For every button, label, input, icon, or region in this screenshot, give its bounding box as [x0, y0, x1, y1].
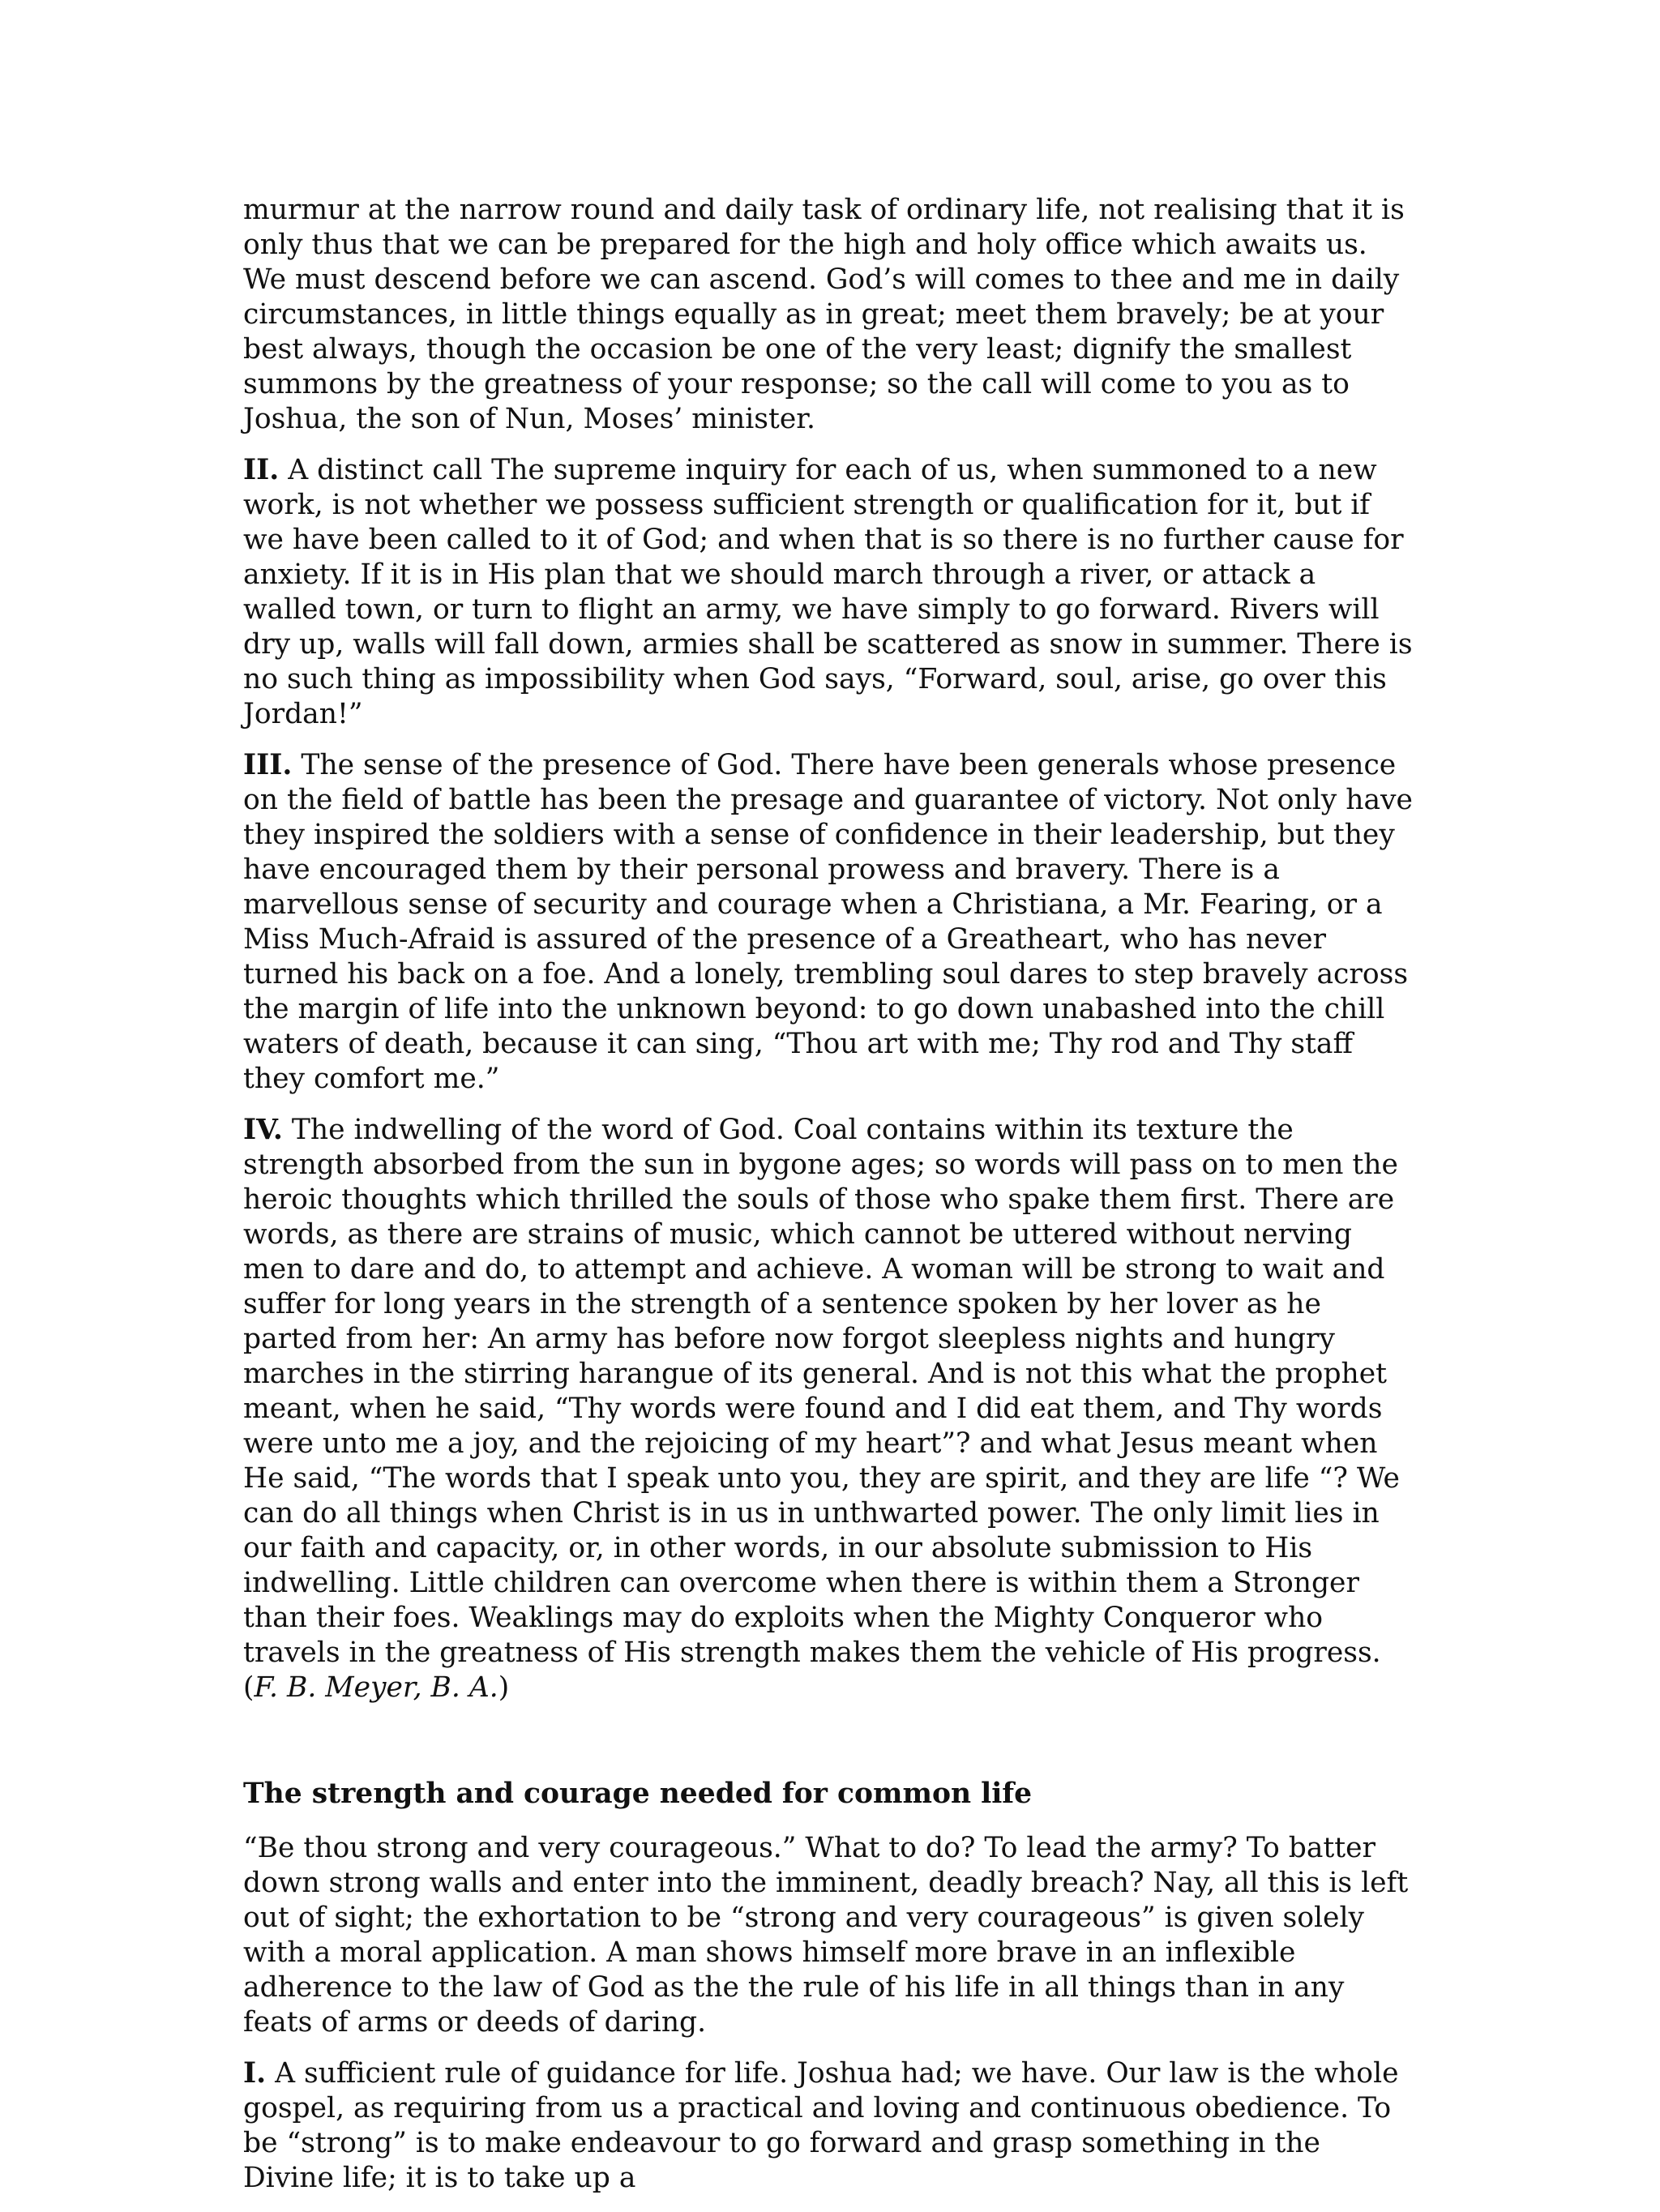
paragraph-text: The sense of the presence of God. There have been generals whose presence on the field of battle has been the presage and guarantee of victory. Not only have they inspired the soldiers with a sense of confidence in their leadership, but they have encouraged them by their personal prowess and bravery. There is a marvellous sense of security and courage when a Christiana, a Mr. Fearing, or a Miss Much-Afraid is assured of the presence of a Greatheart, who has never turned his back on a foe. And a lonely, trembling soul dares to step bravely across the margin of life into the unknown beyond: to go down unabashed into the chill waters of death, because it can sing, “Thou art with me; Thy rod and Thy staff they comfort me.”	[243, 749, 1413, 1095]
paragraph-text: “Be thou strong and very courageous.” What to do? To lead the army? To batter down strong walls and enter into the imminent, deadly breach? Nay, all this is left out of sight; the exhortation to be “strong and very courageous” is given solely with a moral application. A man shows himself more brave in an inflexible adherence to the law of God as the the rule of his life in all things than in any feats of arms or deeds of daring.	[243, 1832, 1409, 2039]
paragraph-point-iv	[243, 1113, 1414, 1705]
point-number: II.	[243, 454, 280, 486]
paragraph-text: A distinct call The supreme inquiry for each of us, when summoned to a new work, is not whether we possess sufficient strength or qualification for it, but if we have been called to it of God; and when that is so there is no further cause for anxiety. If it is in His plan that we should march through a river, or attack a walled town, or turn to flight an army, we have simply to go forward. Rivers will dry up, walls will fall down, armies shall be scattered as snow in summer. There is no such thing as impossibility when God says, “Forward, soul, arise, go over this Jordan!”	[243, 454, 1413, 730]
section-heading: The strength and courage needed for common life	[243, 1778, 1033, 1810]
point-number: III.	[243, 749, 293, 781]
point-number: I.	[243, 2057, 267, 2090]
author-citation: F. B. Meyer, B. A.	[254, 1671, 498, 1704]
paragraph-point-iii	[243, 748, 1414, 1097]
paragraph-text: The indwelling of the word of God. Coal contains within its texture the strength absorbed from the sun in bygone ages; so words will pass on to men the heroic thoughts which thrilled the souls of those who spake them first. There are words, as there are strains of music, which cannot be uttered without nerving men to dare and do, to attempt and achieve. A woman will be strong to wait and suffer for long years in the strength of a sentence spoken by her lover as he parted from her: An army has before now forgot sleepless nights and hungry marches in the stirring harangue of its general. And is not this what the prophet meant, when he said, “Thy words were found and I did eat them, and Thy words were unto me a joy, and the rejoicing of my heart”? and what Jesus meant when He said, “The words that I speak unto you, they are spirit, and they are life “? We can do all things when Christ is in us in unthwarted power. The only limit lies in our faith and capacity, or, in other words, in our absolute submission to His indwelling. Little children can overcome when there is within them a Stronger than their foes. Weaklings may do exploits when the Mighty Conqueror who travels in the greatness of His strength makes them the vehicle of His progress. (	[243, 1114, 1400, 1704]
paragraph-intro	[243, 193, 1414, 437]
paragraph-text: murmur at the narrow round and daily task of ordinary life, not realising that it is only thus that we can be prepared for the high and holy office which awaits us. We must descend before we can ascend. God’s will comes to thee and me in daily circumstances, in little things equally as in great; meet them bravely; be at your best always, though the occasion be one of the very least; dignify the smallest summons by the greatness of your response; so the call will come to you as to Joshua, the son of Nun, Moses’ minister.	[243, 194, 1405, 435]
paragraph-section2-point-i	[243, 2056, 1414, 2196]
citation-close: )	[498, 1671, 510, 1704]
document-page	[243, 193, 1414, 2212]
paragraph-point-ii	[243, 453, 1414, 732]
point-number: IV.	[243, 1114, 283, 1146]
paragraph-section2-intro	[243, 1831, 1414, 2040]
paragraph-text: A sufficient rule of guidance for life. Joshua had; we have. Our law is the whole gospel, as requiring from us a practical and loving and continuous obedience. To be “strong” is to make endeavour to go forward and grasp something in the Divine life; it is to take up a	[243, 2057, 1399, 2194]
